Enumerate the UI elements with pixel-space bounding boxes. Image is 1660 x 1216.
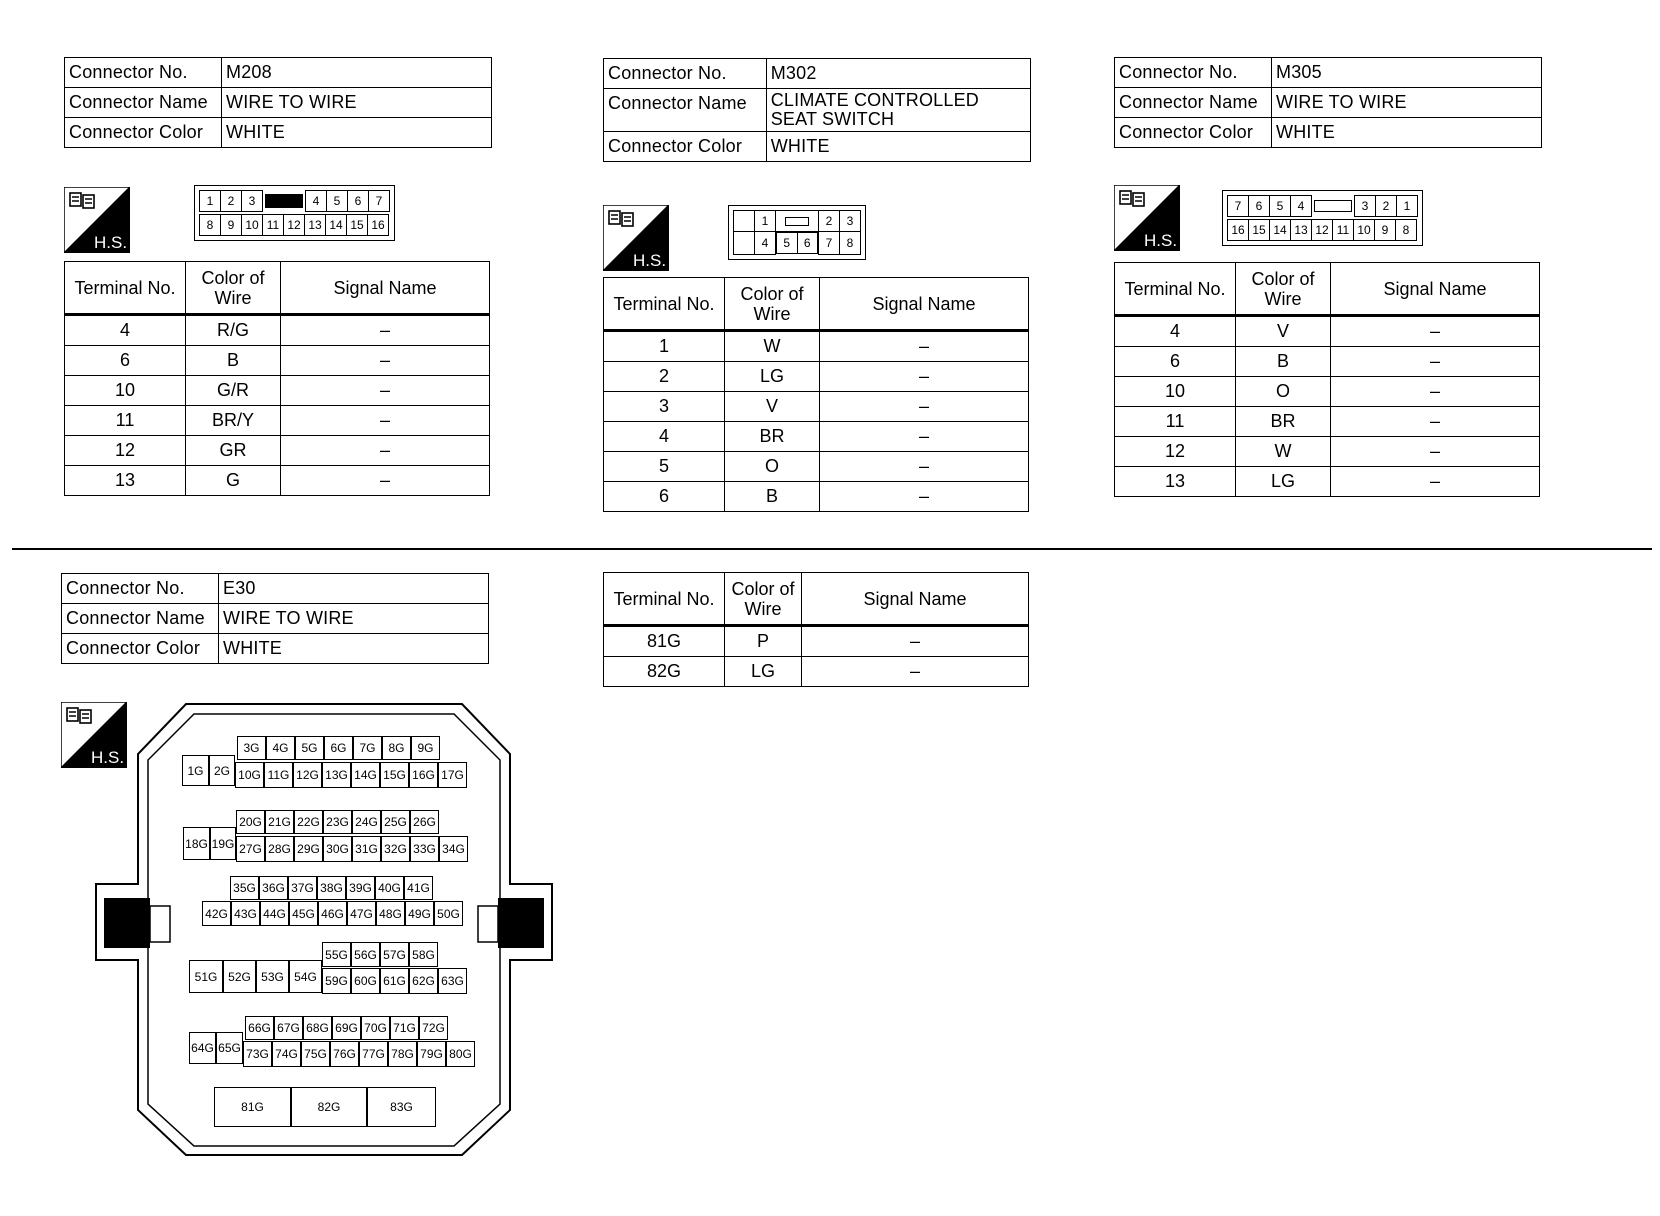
connector-color: WHITE bbox=[766, 132, 1030, 162]
harness-side-icon bbox=[603, 205, 669, 271]
header-signal: Signal Name bbox=[1331, 263, 1540, 316]
header-color: Color of Wire bbox=[725, 278, 820, 331]
pin: 9G bbox=[411, 736, 440, 760]
connector-color: WHITE bbox=[1272, 118, 1542, 148]
connector-face bbox=[194, 185, 395, 241]
connector-name: WIRE TO WIRE bbox=[222, 88, 492, 118]
harness-side-icon bbox=[1114, 185, 1180, 251]
pin: 10G bbox=[235, 762, 264, 788]
pin: 3 bbox=[242, 191, 263, 212]
connector-no: M302 bbox=[766, 59, 1030, 89]
pin: 3G bbox=[237, 736, 266, 760]
pin: 8 bbox=[840, 232, 861, 255]
connector-no: E30 bbox=[219, 574, 489, 604]
pin: 6 bbox=[1249, 196, 1270, 217]
pin: 66G bbox=[245, 1016, 274, 1040]
pin: 5 bbox=[777, 233, 798, 254]
info-label: Connector Color bbox=[604, 132, 767, 162]
pin: 36G bbox=[259, 876, 288, 900]
pin: 13 bbox=[1291, 220, 1312, 241]
connector-info-table bbox=[603, 58, 1031, 162]
info-label: Connector Color bbox=[1115, 118, 1272, 148]
pin: 20G bbox=[236, 810, 265, 834]
header-terminal: Terminal No. bbox=[1115, 263, 1236, 316]
pin: 12 bbox=[1312, 220, 1333, 241]
table-row: 4 V – bbox=[1115, 316, 1540, 347]
pin: 7 bbox=[819, 232, 840, 255]
table-row: 13 G – bbox=[65, 466, 490, 496]
pin: 72G bbox=[419, 1016, 448, 1040]
pin: 69G bbox=[332, 1016, 361, 1040]
hs-label: H.S. bbox=[94, 233, 128, 252]
harness-side-icon bbox=[64, 187, 130, 253]
pin: 75G bbox=[301, 1041, 330, 1067]
header-signal: Signal Name bbox=[820, 278, 1029, 331]
connector-info-table bbox=[61, 573, 489, 664]
pin: 42G bbox=[202, 901, 231, 926]
pin: 70G bbox=[361, 1016, 390, 1040]
pin: 33G bbox=[410, 836, 439, 862]
header-color: Color of Wire bbox=[186, 262, 281, 315]
pin: 26G bbox=[410, 810, 439, 834]
pin: 40G bbox=[375, 876, 404, 900]
pin: 57G bbox=[380, 942, 409, 967]
header-terminal: Terminal No. bbox=[65, 262, 186, 315]
pin: 4 bbox=[306, 191, 327, 212]
pin: 16 bbox=[1228, 220, 1249, 241]
pin: 74G bbox=[272, 1041, 301, 1067]
pin: 65G bbox=[216, 1032, 243, 1064]
pin: 10 bbox=[242, 215, 263, 236]
table-row: 11 BR – bbox=[1115, 407, 1540, 437]
connector-no: M208 bbox=[222, 58, 492, 88]
info-label: Connector Name bbox=[1115, 88, 1272, 118]
pin: 8 bbox=[200, 215, 221, 236]
pin: 41G bbox=[404, 876, 433, 900]
table-row: 4 BR – bbox=[604, 422, 1029, 452]
pin: 52G bbox=[223, 960, 256, 993]
pin-empty bbox=[734, 211, 755, 232]
pin: 83G bbox=[367, 1087, 436, 1127]
pin: 15 bbox=[1249, 220, 1270, 241]
pin: 18G bbox=[183, 827, 210, 860]
info-label: Connector No. bbox=[65, 58, 222, 88]
pin: 32G bbox=[381, 836, 410, 862]
connector-no: M305 bbox=[1272, 58, 1542, 88]
pin: 16 bbox=[368, 215, 389, 236]
lock-tab bbox=[776, 211, 819, 232]
pin: 1 bbox=[200, 191, 221, 212]
pin: 7 bbox=[1228, 196, 1249, 217]
pin: 1G bbox=[182, 755, 209, 786]
pin: 79G bbox=[417, 1041, 446, 1067]
terminal-table bbox=[1114, 262, 1540, 497]
connector-face bbox=[728, 205, 866, 260]
header-terminal: Terminal No. bbox=[604, 278, 725, 331]
table-row: 10 G/R – bbox=[65, 376, 490, 406]
pin: 50G bbox=[434, 901, 463, 926]
pin: 59G bbox=[322, 968, 351, 994]
header-signal: Signal Name bbox=[281, 262, 490, 315]
pin: 56G bbox=[351, 942, 380, 967]
pin: 9 bbox=[1375, 220, 1396, 241]
pin: 54G bbox=[289, 960, 322, 993]
pin: 22G bbox=[294, 810, 323, 834]
pin: 6 bbox=[348, 191, 369, 212]
hs-label: H.S. bbox=[91, 748, 125, 767]
pin: 3 bbox=[840, 211, 861, 232]
terminal-table bbox=[603, 277, 1029, 512]
terminal-table bbox=[603, 572, 1029, 687]
pin: 53G bbox=[256, 960, 289, 993]
table-row: 5 O – bbox=[604, 452, 1029, 482]
pin: 14G bbox=[351, 762, 380, 788]
section-divider bbox=[12, 548, 1652, 550]
pin: 2 bbox=[819, 211, 840, 232]
pin: 77G bbox=[359, 1041, 388, 1067]
pin: 2G bbox=[209, 755, 235, 786]
pin: 6G bbox=[324, 736, 353, 760]
info-label: Connector No. bbox=[604, 59, 767, 89]
table-row: 2 LG – bbox=[604, 362, 1029, 392]
pin: 4 bbox=[1291, 196, 1312, 217]
connector-color: WHITE bbox=[219, 634, 489, 664]
pin: 11 bbox=[1333, 220, 1354, 241]
pin: 49G bbox=[405, 901, 434, 926]
pin: 31G bbox=[352, 836, 381, 862]
table-row: 1 W – bbox=[604, 331, 1029, 362]
pin: 14 bbox=[326, 215, 347, 236]
pin: 2 bbox=[1376, 196, 1397, 217]
pin: 82G bbox=[291, 1087, 367, 1127]
pin: 13 bbox=[305, 215, 326, 236]
pin-empty bbox=[734, 232, 755, 255]
header-color: Color of Wire bbox=[1236, 263, 1331, 316]
pin: 45G bbox=[289, 901, 318, 926]
pin: 78G bbox=[388, 1041, 417, 1067]
pin: 17G bbox=[438, 762, 467, 788]
pin: 10 bbox=[1354, 220, 1375, 241]
pin: 62G bbox=[409, 968, 438, 994]
connector-name: WIRE TO WIRE bbox=[1272, 88, 1542, 118]
pin: 81G bbox=[214, 1087, 291, 1127]
pin: 7 bbox=[369, 191, 390, 212]
pin: 55G bbox=[322, 942, 351, 967]
pin: 11 bbox=[263, 215, 284, 236]
pin: 12G bbox=[293, 762, 322, 788]
pin: 28G bbox=[265, 836, 294, 862]
table-row: 12 GR – bbox=[65, 436, 490, 466]
header-signal: Signal Name bbox=[802, 573, 1029, 626]
pin: 34G bbox=[439, 836, 468, 862]
pin: 4 bbox=[755, 232, 776, 255]
table-row: 6 B – bbox=[1115, 347, 1540, 377]
pin: 21G bbox=[265, 810, 294, 834]
pin: 27G bbox=[236, 836, 265, 862]
pin: 13G bbox=[322, 762, 351, 788]
pin: 7G bbox=[353, 736, 382, 760]
pin: 1 bbox=[1397, 196, 1418, 217]
pin: 47G bbox=[347, 901, 376, 926]
table-row: 82G LG – bbox=[604, 657, 1029, 687]
pin: 25G bbox=[381, 810, 410, 834]
pin: 73G bbox=[243, 1041, 272, 1067]
connector-name: WIRE TO WIRE bbox=[219, 604, 489, 634]
pin: 37G bbox=[288, 876, 317, 900]
lock-tab bbox=[1312, 196, 1355, 217]
connector-color: WHITE bbox=[222, 118, 492, 148]
pin: 63G bbox=[438, 968, 467, 994]
table-row: 6 B – bbox=[65, 346, 490, 376]
info-label: Connector No. bbox=[1115, 58, 1272, 88]
pin: 76G bbox=[330, 1041, 359, 1067]
pin: 67G bbox=[274, 1016, 303, 1040]
info-label: Connector Color bbox=[65, 118, 222, 148]
pin: 44G bbox=[260, 901, 289, 926]
info-label: Connector Color bbox=[62, 634, 219, 664]
pin: 71G bbox=[390, 1016, 419, 1040]
info-label: Connector Name bbox=[604, 89, 767, 132]
header-color: Color of Wire bbox=[725, 573, 802, 626]
connector-info-table bbox=[64, 57, 492, 148]
pin: 64G bbox=[189, 1032, 216, 1064]
pin: 8 bbox=[1396, 220, 1417, 241]
pin: 15 bbox=[347, 215, 368, 236]
lock-tab bbox=[263, 191, 306, 212]
pin: 24G bbox=[352, 810, 381, 834]
connector-info-table bbox=[1114, 57, 1542, 148]
hs-label: H.S. bbox=[1144, 231, 1178, 250]
pin: 51G bbox=[189, 960, 223, 993]
pin: 1 bbox=[755, 211, 776, 232]
pin: 60G bbox=[351, 968, 380, 994]
pin: 8G bbox=[382, 736, 411, 760]
pin: 5G bbox=[295, 736, 324, 760]
pin: 23G bbox=[323, 810, 352, 834]
table-row: 11 BR/Y – bbox=[65, 406, 490, 436]
pin: 6 bbox=[797, 233, 818, 254]
pin: 5 bbox=[1270, 196, 1291, 217]
info-label: Connector Name bbox=[62, 604, 219, 634]
pin: 9 bbox=[221, 215, 242, 236]
connector-face bbox=[1222, 190, 1423, 246]
pin: 12 bbox=[284, 215, 305, 236]
hs-label: H.S. bbox=[633, 251, 667, 270]
pin: 3 bbox=[1355, 196, 1376, 217]
pin: 80G bbox=[446, 1041, 475, 1067]
table-row: 13 LG – bbox=[1115, 467, 1540, 497]
pin: 58G bbox=[409, 942, 438, 967]
pin: 2 bbox=[221, 191, 242, 212]
table-row: 12 W – bbox=[1115, 437, 1540, 467]
pin: 19G bbox=[210, 827, 236, 860]
pin: 39G bbox=[346, 876, 375, 900]
pin: 11G bbox=[264, 762, 293, 788]
table-row: 3 V – bbox=[604, 392, 1029, 422]
connector-name: CLIMATE CONTROLLED SEAT SWITCH bbox=[766, 89, 1030, 132]
pin: 38G bbox=[317, 876, 346, 900]
pin: 15G bbox=[380, 762, 409, 788]
table-row: 81G P – bbox=[604, 626, 1029, 657]
pin: 14 bbox=[1270, 220, 1291, 241]
table-row: 10 O – bbox=[1115, 377, 1540, 407]
pin: 16G bbox=[409, 762, 438, 788]
pin: 4G bbox=[266, 736, 295, 760]
pin: 43G bbox=[231, 901, 260, 926]
pin: 68G bbox=[303, 1016, 332, 1040]
info-label: Connector No. bbox=[62, 574, 219, 604]
pin: 30G bbox=[323, 836, 352, 862]
pin: 48G bbox=[376, 901, 405, 926]
info-label: Connector Name bbox=[65, 88, 222, 118]
pin: 61G bbox=[380, 968, 409, 994]
pin: 5 bbox=[327, 191, 348, 212]
pin: 46G bbox=[318, 901, 347, 926]
table-row: 6 B – bbox=[604, 482, 1029, 512]
pin: 29G bbox=[294, 836, 323, 862]
terminal-table bbox=[64, 261, 490, 496]
pin: 35G bbox=[230, 876, 259, 900]
header-terminal: Terminal No. bbox=[604, 573, 725, 626]
table-row: 4 R/G – bbox=[65, 315, 490, 346]
